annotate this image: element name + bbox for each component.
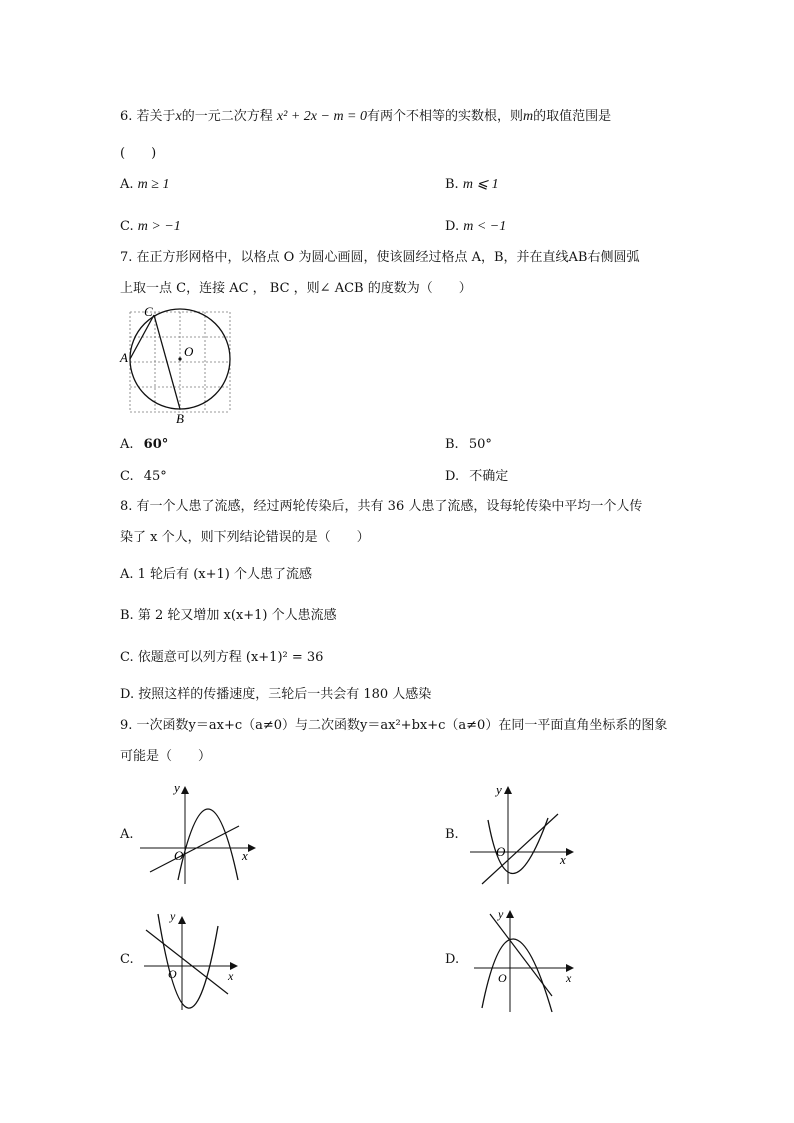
option-text: m > −1 xyxy=(137,219,181,234)
q6-stem-part: 有两个不相等的实数根，则 xyxy=(367,109,524,124)
q6-option-a[interactable] xyxy=(120,175,169,195)
origin-label: O xyxy=(174,848,184,863)
q8-stem-line1: 8. 有一个人患了流感，经过两轮传染后，共有 36 人患了流感，设每轮传染中平均一个人传 xyxy=(120,499,643,514)
q8-option-d[interactable]: D. 按照这样的传播速度，三轮后一共会有 180 人感染 xyxy=(120,687,432,702)
label-b: B xyxy=(176,411,184,426)
option-letter: B. xyxy=(445,437,459,452)
q9-option-a-label[interactable]: A. xyxy=(120,827,134,842)
q6-option-c[interactable] xyxy=(120,217,181,237)
q9-stem-line2: 可能是（ ） xyxy=(120,749,212,764)
q7-stem-line1: 7. 在正方形网格中，以格点 O 为圆心画圆，使该圆经过格点 A，B，并在直线AB右侧圆弧 xyxy=(120,250,640,265)
q9-stem-line1: 9. 一次函数y＝ax+c（a≠0）与二次函数y＝ax²+bx+c（a≠0）在同一平面直角坐标系的图象 xyxy=(120,718,668,733)
q7-option-d[interactable] xyxy=(445,467,508,487)
q6-equation: x² + 2x − m = 0 xyxy=(276,109,367,124)
q9-graph-d[interactable] xyxy=(470,904,580,1016)
q6-option-b[interactable] xyxy=(445,175,499,195)
q8-option-c[interactable]: C. 依题意可以列方程 (x+1)² = 36 xyxy=(120,650,324,665)
q8-option-a[interactable]: A. 1 轮后有 (x+1) 个人患了流感 xyxy=(120,567,312,582)
option-letter: D. xyxy=(445,469,460,484)
axis-label-x: x xyxy=(242,848,248,863)
label-o: O xyxy=(184,344,194,359)
grid xyxy=(130,312,230,412)
option-text: 60° xyxy=(143,437,169,452)
q6-answer-paren: ( ) xyxy=(120,146,157,161)
q7-circle-figure xyxy=(118,302,248,428)
q6-var-m: m xyxy=(523,109,534,124)
q7-stem-line2: 上取一点 C，连接 AC ， BC ，则∠ ACB 的度数为（ ） xyxy=(120,281,472,296)
q9-graph-c[interactable] xyxy=(140,906,244,1012)
option-text: m ≥ 1 xyxy=(137,177,170,192)
q6-stem xyxy=(120,107,611,127)
label-c: C xyxy=(144,304,153,319)
option-letter: C. xyxy=(120,469,134,484)
label-a: A xyxy=(120,350,128,365)
q6-option-d[interactable] xyxy=(445,217,506,237)
axis-label-y: y xyxy=(498,907,504,921)
center-point xyxy=(178,357,181,360)
option-text: 45° xyxy=(143,469,167,484)
option-letter: D. xyxy=(445,219,460,234)
q6-stem-part: 的取值范围是 xyxy=(533,109,612,124)
axis-label-x: x xyxy=(228,969,234,983)
q9-graph-b[interactable] xyxy=(468,780,578,886)
option-text: 不确定 xyxy=(469,469,509,484)
q9-option-c-label[interactable]: C. xyxy=(120,952,134,967)
q6-stem-part: 6. 若关于 xyxy=(120,109,176,124)
option-text: m < −1 xyxy=(463,219,507,234)
option-letter: B. xyxy=(445,177,459,192)
q7-option-b[interactable] xyxy=(445,435,492,455)
q9-option-b-label[interactable]: B. xyxy=(445,827,459,842)
origin-label: O xyxy=(498,971,507,985)
q8-option-b[interactable]: B. 第 2 轮又增加 x(x+1) 个人患流感 xyxy=(120,608,337,623)
q6-var-x: x xyxy=(175,109,182,124)
axis-label-y: y xyxy=(170,909,176,923)
axis-label-y: y xyxy=(496,782,502,797)
option-letter: A. xyxy=(120,177,134,192)
option-letter: C. xyxy=(120,219,134,234)
axis-label-x: x xyxy=(566,971,572,985)
q9-option-d-label[interactable]: D. xyxy=(445,952,460,967)
axis-label-y: y xyxy=(174,780,180,795)
q7-option-a[interactable] xyxy=(120,435,168,455)
origin-label: O xyxy=(168,967,177,981)
q8-stem-line2: 染了 x 个人，则下列结论错误的是（ ） xyxy=(120,530,370,545)
option-letter: A. xyxy=(120,437,134,452)
option-text: m ⩽ 1 xyxy=(462,177,499,192)
q6-stem-part: 的一元二次方程 xyxy=(181,109,273,124)
q9-graph-a[interactable] xyxy=(138,778,258,886)
axis-label-x: x xyxy=(560,852,566,867)
origin-label: O xyxy=(496,844,506,859)
segment-cb xyxy=(154,315,180,409)
q7-option-c[interactable] xyxy=(120,467,167,487)
option-text: 50° xyxy=(468,437,492,452)
